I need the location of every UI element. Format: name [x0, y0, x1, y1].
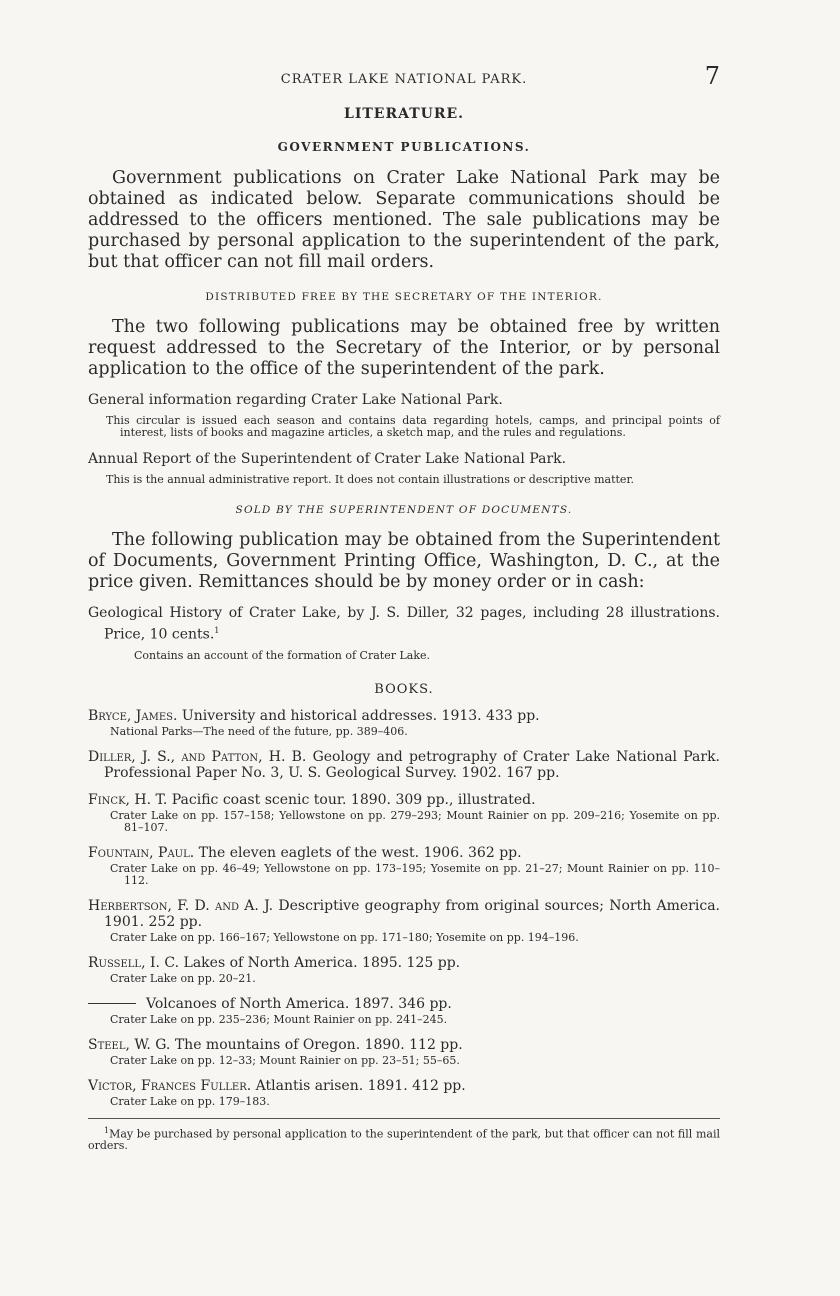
footnote-rule [88, 1118, 720, 1119]
book-author: Fountain, Paul. [88, 844, 195, 861]
book-author: Finck, H. T. [88, 791, 168, 808]
book-note: Crater Lake on pp. 235–236; Mount Rainier on pp. 241–245. [110, 1012, 448, 1026]
book-entry [88, 749, 720, 781]
book-entry [88, 996, 720, 1012]
footnote [88, 1125, 720, 1153]
book-text: Geology and petrography of Crater Lake National Park. Professional Paper No. 3, U. S. Geological Survey. 1902. 167 pp. [104, 748, 720, 781]
book-author: Bryce, James. [88, 707, 178, 724]
free-item-annual-report-note: This is the annual administrative report. It does not contain illustrations or descriptive matter. [106, 473, 634, 486]
book-text: The eleven eaglets of the west. 1906. 362 pp. [198, 844, 522, 861]
book-entry [88, 792, 720, 808]
book-author: Diller, J. S., and Patton, H. B. [88, 748, 307, 765]
book-text: Volcanoes of North America. 1897. 346 pp. [146, 995, 452, 1012]
free-item-general-information: General information regarding Crater Lake National Park. [88, 392, 503, 408]
book-text: Lakes of North America. 1895. 125 pp. [183, 954, 461, 971]
heading-government-publications: GOVERNMENT PUBLICATIONS. [277, 140, 531, 154]
book-note: Crater Lake on pp. 46–49; Yellowstone on pp. 173–195; Yosemite on pp. 21–27; Mount Rainier on pp. 110–112. [110, 861, 720, 887]
running-title: CRATER LAKE NATIONAL PARK. [280, 72, 528, 87]
free-item-annual-report: Annual Report of the Superintendent of Crater Lake National Park. [88, 451, 567, 467]
intro-paragraph: Government publications on Crater Lake National Park may be obtained as indicated below. Separate communications should be addressed to the officers mentioned. The sale publications may be purchased by personal application to the superintendent of the park, but that officer can not fill mail orders. [88, 168, 720, 272]
book-author: Herbertson, F. D. and A. J. [88, 897, 274, 914]
ditto-dash [88, 1003, 136, 1004]
sold-intro-paragraph: The following publication may be obtained from the Superintendent of Documents, Government Printing Office, Washington, D. C., at the price given. Remittances should be by money order or in cash: [88, 530, 720, 592]
heading-distributed-free: DISTRIBUTED FREE BY THE SECRETARY OF THE INTERIOR. [205, 291, 603, 303]
book-note: Crater Lake on pp. 157–158; Yellowstone on pp. 279–293; Mount Rainier on pp. 209–216; Yosemite on pp. 81–107. [110, 808, 720, 834]
heading-literature: LITERATURE. [343, 106, 465, 122]
book-list [88, 708, 720, 1108]
running-head [88, 62, 720, 90]
heading-books: BOOKS. [374, 681, 434, 697]
book-note: Crater Lake on pp. 20–21. [110, 971, 256, 985]
book-entry [88, 1078, 720, 1094]
book-note: Crater Lake on pp. 12–33; Mount Rainier on pp. 23–51; 55–65. [110, 1053, 460, 1067]
book-author: Victor, Frances Fuller. [88, 1077, 252, 1094]
footnote-mark: 1 [104, 1125, 110, 1135]
book-author: Steel, W. G. [88, 1036, 171, 1053]
book-text: Descriptive geography from original sources; North America. 1901. 252 pp. [104, 897, 720, 930]
book-note: Crater Lake on pp. 179–183. [110, 1094, 270, 1108]
book-text: Pacific coast scenic tour. 1890. 309 pp., illustrated. [171, 791, 536, 808]
book-entry [88, 955, 720, 971]
book-note: Crater Lake on pp. 166–167; Yellowstone on pp. 171–180; Yosemite on pp. 194–196. [110, 930, 579, 944]
free-intro-paragraph: The two following publications may be obtained free by written request addressed to the Secretary of the Interior, or by personal application to the office of the superintendent of the park. [88, 317, 720, 379]
document-page [88, 62, 720, 1152]
sold-item-note: Contains an account of the formation of Crater Lake. [134, 648, 431, 662]
book-text: The mountains of Oregon. 1890. 112 pp. [174, 1036, 463, 1053]
book-entry [88, 898, 720, 930]
footnote-text: May be purchased by personal application to the superintendent of the park, but that officer can not fill mail orders. [88, 1127, 720, 1153]
book-entry [88, 1037, 720, 1053]
book-text: Atlantis arisen. 1891. 412 pp. [255, 1077, 466, 1094]
heading-sold: SOLD BY THE SUPERINTENDENT OF DOCUMENTS. [235, 504, 573, 516]
book-text: University and historical addresses. 1913. 433 pp. [181, 707, 540, 724]
book-note: National Parks—The need of the future, pp. 389–406. [110, 724, 408, 738]
sold-item [88, 605, 720, 644]
book-entry [88, 845, 720, 861]
sold-item-title: Geological History of Crater Lake, by J. S. Diller, 32 pages, including 28 illustrations. Price, 10 cents. [88, 605, 720, 643]
free-item-general-information-note: This circular is issued each season and contains data regarding hotels, camps, and principal points of interest, lists of books and magazine articles, a sketch map, and the rules and regulations. [106, 414, 720, 439]
book-author: Russell, I. C. [88, 954, 180, 971]
page-number: 7 [704, 62, 720, 90]
book-entry [88, 708, 720, 724]
footnote-ref: 1 [214, 626, 220, 635]
